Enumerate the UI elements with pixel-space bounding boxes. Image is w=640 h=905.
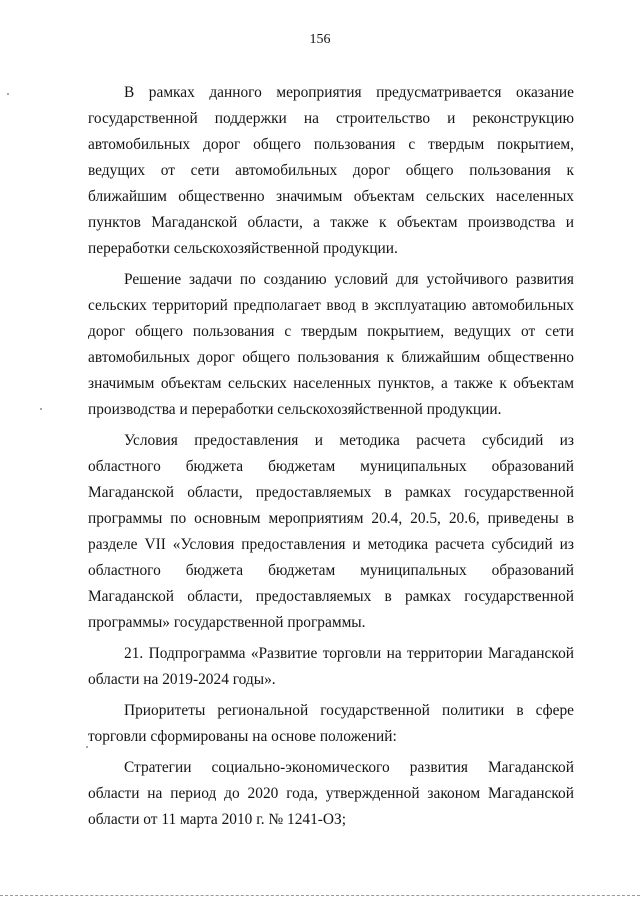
scan-speck <box>7 93 9 95</box>
scan-edge-line <box>0 895 640 896</box>
paragraph-road-support: В рамках данного мероприятия предусматривается оказание государственной поддержки на строительство и реконструкцию автомобильных дорог общего пользования с твердым покрытием, ведущих от сети автомобильных дорог общего пользования к ближайшим общественно значимым объектам сельских населенных пунктов Магаданской области, а также к объектам производства и переработки сельскохозяйственной продукции. <box>88 84 574 257</box>
paragraph-strategy-reference: Стратегии социально-экономического развития Магаданской области на период до 2020 года, утвержденной законом Магаданской области от 11 марта 2010 г. № 1241-ОЗ; <box>88 759 574 828</box>
paragraph-trade-priorities: Приоритеты региональной государственной политики в сфере торговли сформированы на основе положений: <box>88 702 574 745</box>
scan-speck <box>86 746 88 748</box>
document-body <box>88 80 574 833</box>
paragraph-subprogram-heading: 21. Подпрограмма «Развитие торговли на территории Магаданской области на 2019-2024 годы». <box>88 645 574 688</box>
page-number: 156 <box>309 32 331 47</box>
paragraph-subsidy-conditions: Условия предоставления и методика расчета субсидий из областного бюджета бюджетам муниципальных образований Магаданской области, предоставляемых в рамках государственной программы по основным мероприятиям 20.4, 20.5, 20.6, приведены в разделе VII «Условия предоставления и методика расчета субсидий из областного бюджета бюджетам муниципальных образований Магаданской области, предоставляемых в рамках государственной программы» государственной программы. <box>88 432 574 631</box>
paragraph-rural-development: Решение задачи по созданию условий для устойчивого развития сельских территорий предполагает ввод в эксплуатацию автомобильных дорог общего пользования с твердым покрытием, ведущих от сети автомобильных дорог общего пользования к ближайшим общественно значимым объектам сельских населенных пунктов, а также к объектам производства и переработки сельскохозяйственной продукции. <box>88 271 574 418</box>
scan-speck <box>40 408 42 410</box>
